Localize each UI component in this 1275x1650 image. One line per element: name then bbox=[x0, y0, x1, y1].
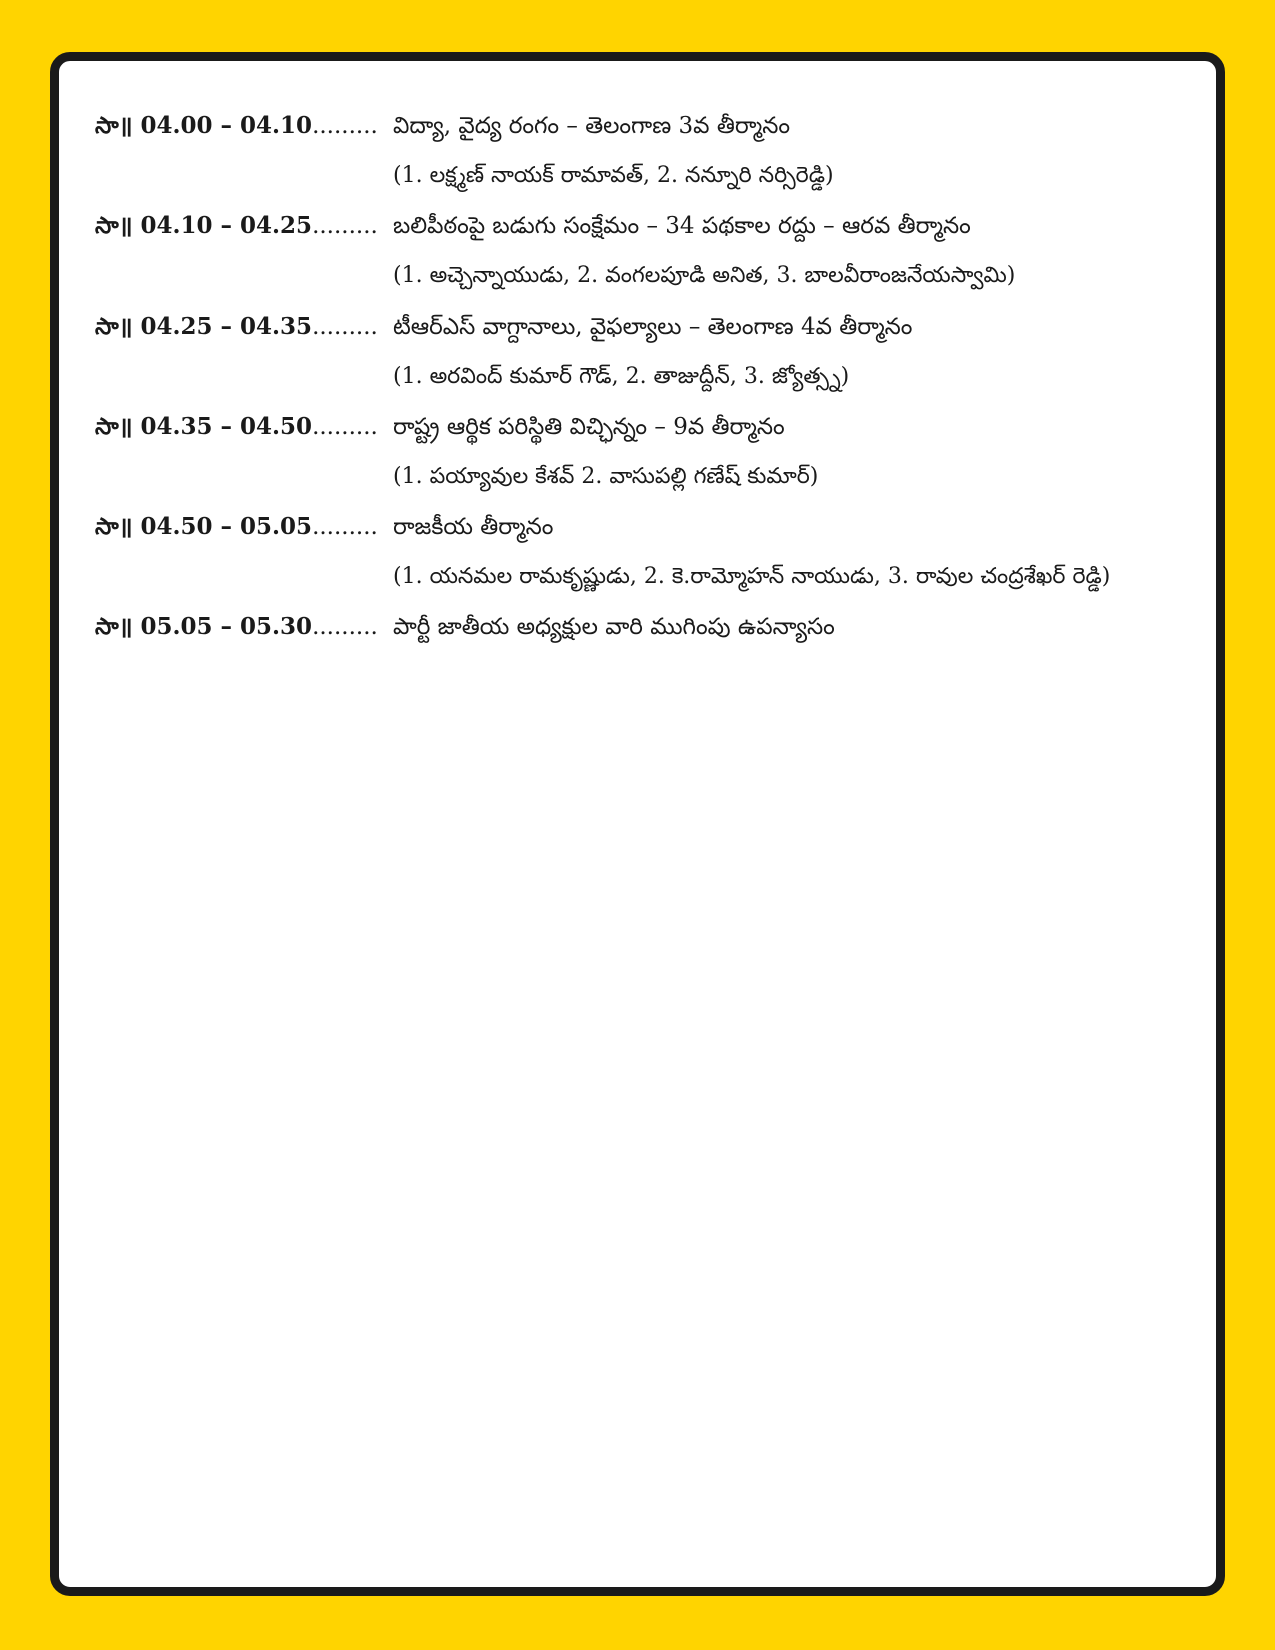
time-slot: సా॥ 04.50 – 05.05......... bbox=[95, 513, 378, 540]
agenda-topic: విద్యా, వైద్య రంగం – తెలంగాణ 3వ తీర్మానం bbox=[393, 113, 791, 139]
time-slot: సా॥ 05.05 – 05.30......... bbox=[95, 613, 378, 640]
agenda-row bbox=[95, 407, 785, 447]
agenda-topic: టీఆర్ఎస్ వాగ్దానాలు, వైఫల్యాలు – తెలంగాణ 4వ తీర్మానం bbox=[393, 314, 913, 340]
agenda-row bbox=[95, 607, 835, 647]
leader-dots: ......... bbox=[312, 213, 378, 239]
leader-dots: ......... bbox=[312, 514, 378, 540]
speaker-list: (1. యనమల రామకృష్ణుడు, 2. కె.రామ్మోహన్ నాయుడు, 3. రావుల చంద్రశేఖర్ రెడ్డి) bbox=[393, 564, 1111, 589]
agenda-row bbox=[95, 507, 553, 547]
speaker-list: (1. అచ్చెన్నాయుడు, 2. వంగలపూడి అనిత, 3. బాలవీరాంజనేయస్వామి) bbox=[393, 263, 1016, 288]
agenda-panel bbox=[50, 52, 1225, 1596]
agenda-topic: పార్టీ జాతీయ అధ్యక్షుల వారి ముగింపు ఉపన్యాసం bbox=[393, 614, 835, 640]
leader-dots: ......... bbox=[312, 113, 378, 139]
time-slot: సా॥ 04.00 – 04.10......... bbox=[95, 112, 378, 139]
agenda-row bbox=[95, 106, 790, 146]
leader-dots: ......... bbox=[312, 614, 378, 640]
time-slot: సా॥ 04.25 – 04.35......... bbox=[95, 313, 378, 340]
agenda-topic: రాజకీయ తీర్మానం bbox=[393, 514, 554, 540]
agenda-topic: బలిపీఠంపై బడుగు సంక్షేమం – 34 పథకాల రద్దు – ఆరవ తీర్మానం bbox=[393, 213, 971, 239]
time-slot: సా॥ 04.35 – 04.50......... bbox=[95, 413, 378, 440]
time-slot: సా॥ 04.10 – 04.25......... bbox=[95, 212, 378, 239]
agenda-row bbox=[95, 206, 971, 246]
agenda-topic: రాష్ట్ర ఆర్థిక పరిస్థితి విచ్ఛిన్నం – 9వ తీర్మానం bbox=[393, 414, 785, 440]
leader-dots: ......... bbox=[312, 414, 378, 440]
speaker-list: (1. అరవింద్ కుమార్ గౌడ్, 2. తాజుద్దీన్, 3. జ్యోత్స్న) bbox=[393, 364, 850, 389]
agenda-row bbox=[95, 307, 912, 347]
leader-dots: ......... bbox=[312, 314, 378, 340]
speaker-list: (1. పయ్యావుల కేశవ్ 2. వాసుపల్లి గణేష్ కుమార్) bbox=[393, 464, 819, 489]
speaker-list: (1. లక్ష్మణ్ నాయక్ రామావత్, 2. నన్నూరి నర్సిరెడ్డి) bbox=[393, 163, 834, 188]
